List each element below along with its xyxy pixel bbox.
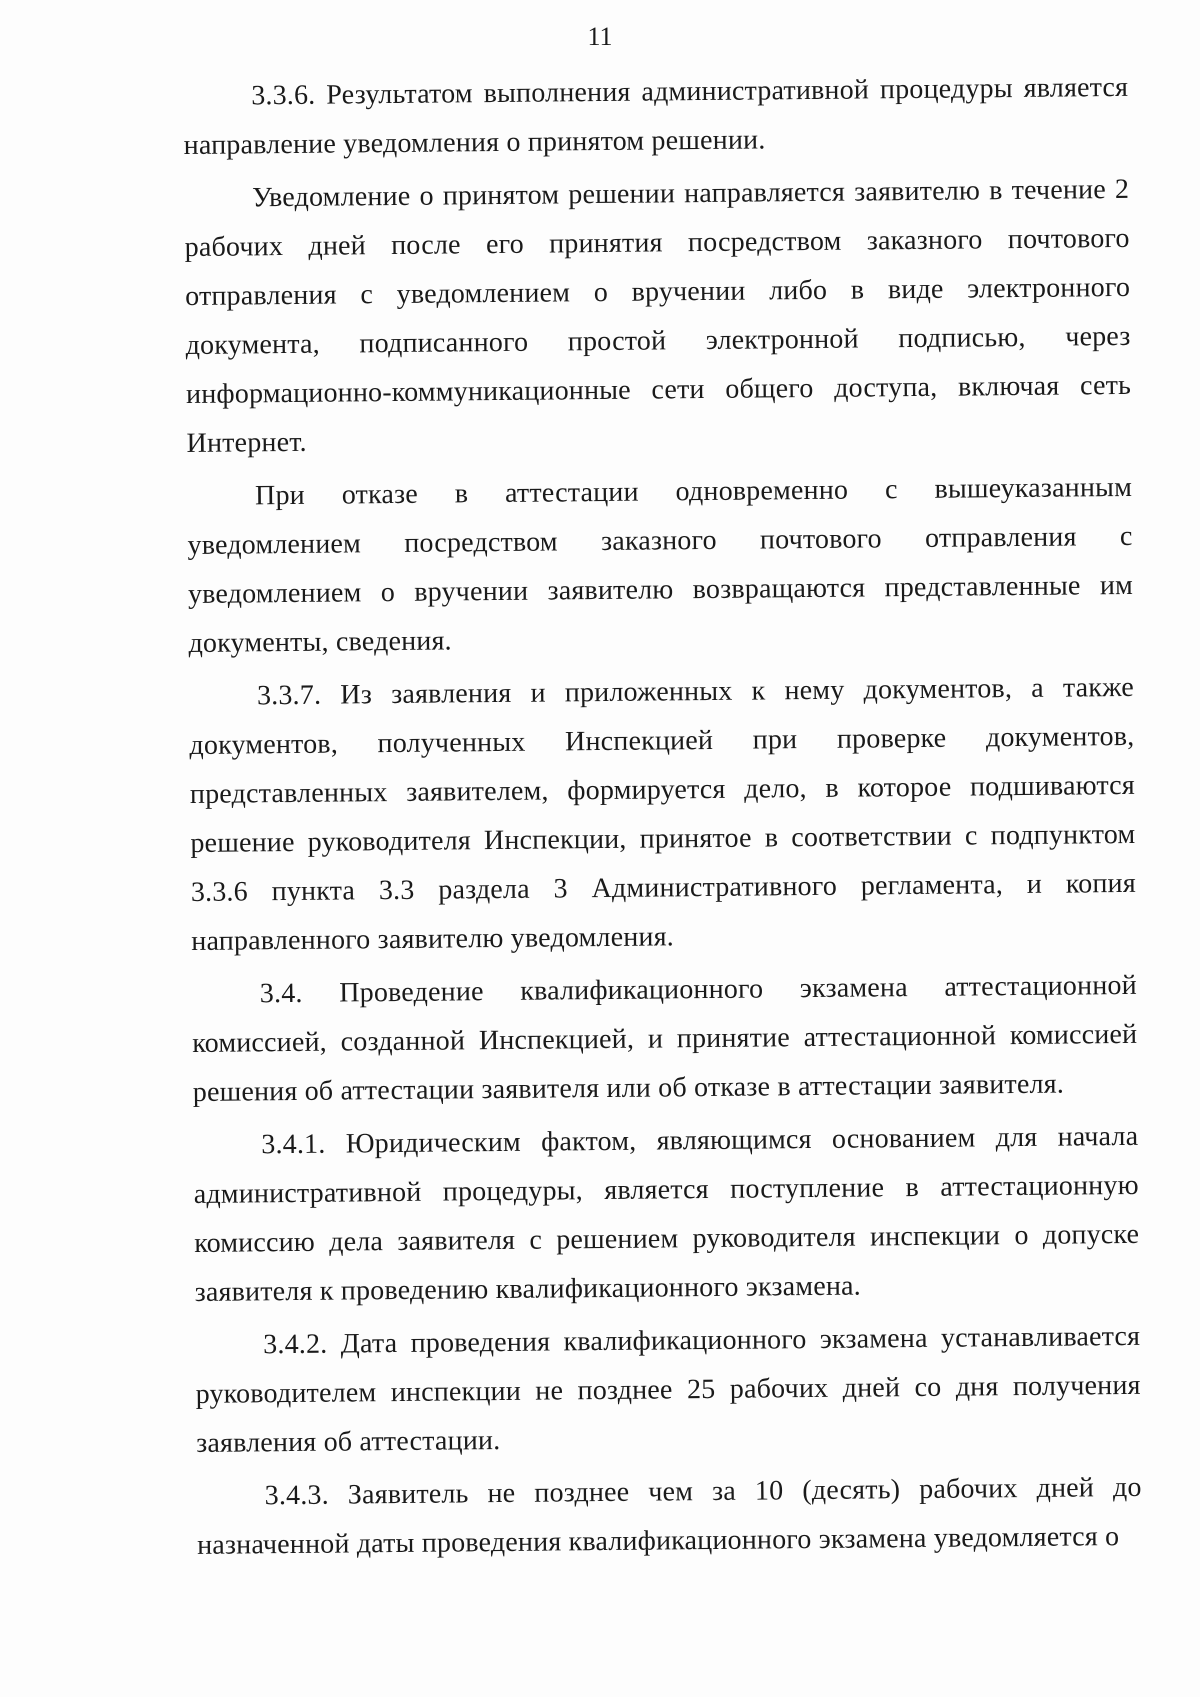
paragraph-3-3-6: 3.3.6. Результатом выполнения административной процедуры является направление уведомления о принятом решении. <box>183 71 1129 161</box>
paragraph-3-4-3: 3.4.3. Заявитель не позднее чем за 10 (десять) рабочих дней до назначенной даты проведения квалификационного экзамена уведомляется о <box>196 1471 1142 1561</box>
paragraph-3-4-1: 3.4.1. Юридическим фактом, являющимся основанием для начала административной процедуры, является поступление в аттестационную комиссию дела заявителя с решением руководителя инспекции о допуске заявителя к проведению квалификационного экзамена. <box>193 1120 1140 1308</box>
paragraph-notification: Уведомление о принятом решении направляется заявителю в течение 2 рабочих дней после его принятия посредством заказного почтового отправления с уведомлением о вручении либо в виде электронного документа, подписанного простой электронной подписью, через информационно-коммуникационные сети общего доступа, включая сеть Интернет. <box>184 173 1132 459</box>
document-body <box>183 63 1142 1574</box>
paragraph-refusal: При отказе в аттестации одновременно с вышеуказанным уведомлением посредством заказного почтового отправления с уведомлением о вручении заявителю возвращаются представленные им документы, сведения. <box>187 471 1134 659</box>
paragraph-3-3-7: 3.3.7. Из заявления и приложенных к нему документов, а также документов, полученных Инспекцией при проверке документов, представленных заявителем, формируется дело, в которое подшиваются решение руководителя Инспекции, принятое в соответствии с подпунктом 3.3.6 пункта 3.3 раздела 3 Административного регламента, и копия направленного заявителю уведомления. <box>189 671 1136 957</box>
paragraph-3-4: 3.4. Проведение квалификационного экзамена аттестационной комиссией, созданной Инспекцией, и принятие аттестационной комиссией решения об аттестации заявителя или об отказе в аттестации заявителя. <box>192 969 1138 1108</box>
paragraph-3-4-2: 3.4.2. Дата проведения квалификационного экзамена устанавливается руководителем инспекции не позднее 25 рабочих дней со дня получения заявления об аттестации. <box>195 1320 1141 1459</box>
page-number: 11 <box>587 22 613 51</box>
